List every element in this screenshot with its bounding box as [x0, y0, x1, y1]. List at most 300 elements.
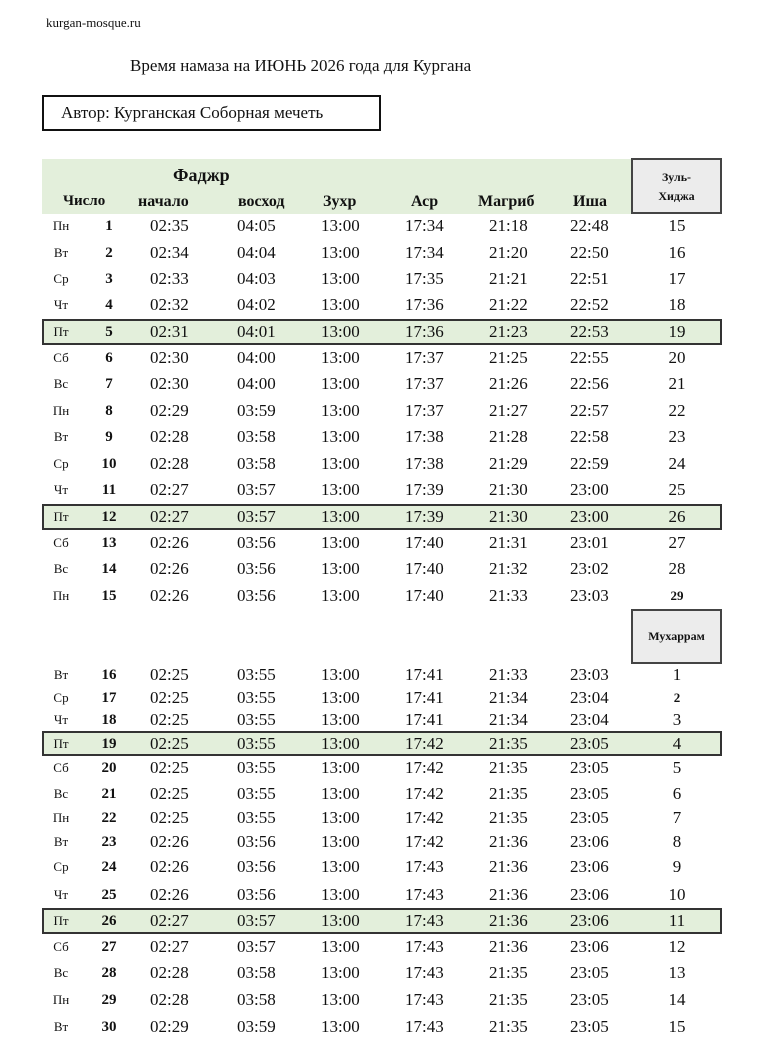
asr-cell: 17:42	[405, 784, 444, 803]
asr-cell: 17:39	[405, 507, 444, 526]
fajr-start-cell: 02:27	[150, 937, 189, 956]
day-number-cell: 12	[101, 509, 117, 525]
hijri-day-cell: 24	[668, 454, 686, 473]
maghrib-cell: 21:25	[489, 348, 528, 367]
day-number-cell: 5	[105, 324, 113, 340]
sunrise-cell: 03:55	[237, 688, 276, 707]
sunrise-cell: 03:56	[237, 559, 276, 578]
fajr-start-cell: 02:25	[150, 710, 189, 729]
sunrise-cell: 03:55	[237, 784, 276, 803]
maghrib-cell: 21:36	[489, 937, 528, 956]
isha-cell: 23:06	[570, 937, 609, 956]
asr-cell: 17:42	[405, 734, 444, 753]
fajr-start-cell: 02:28	[150, 427, 189, 446]
table-row	[0, 830, 770, 854]
dhuhr-cell: 13:00	[321, 427, 360, 446]
weekday-cell: Чт	[53, 712, 69, 727]
hijri-day-cell: 15	[668, 216, 686, 235]
asr-cell: 17:43	[405, 885, 444, 904]
day-number-cell: 17	[101, 690, 117, 706]
weekday-cell: Пт	[53, 509, 69, 524]
sunrise-cell: 03:57	[237, 937, 276, 956]
dhuhr-cell: 13:00	[321, 559, 360, 578]
fajr-start-header: начало	[138, 193, 189, 210]
hijri-day-cell: 9	[672, 857, 682, 876]
hijri-day-cell: 27	[668, 533, 686, 552]
hijri-day-cell: 23	[668, 427, 686, 446]
weekday-cell: Ср	[53, 456, 69, 471]
fajr-start-cell: 02:34	[150, 243, 189, 262]
day-number-cell: 21	[101, 786, 117, 802]
day-number-cell: 9	[105, 429, 113, 445]
weekday-cell: Пн	[52, 588, 70, 603]
weekday-cell: Вт	[53, 834, 69, 849]
weekday-cell: Ср	[53, 859, 69, 874]
fajr-start-cell: 02:28	[150, 990, 189, 1009]
maghrib-cell: 21:29	[489, 454, 528, 473]
table-row	[0, 883, 770, 907]
hijri-day-cell: 12	[668, 937, 686, 956]
asr-header: Аср	[411, 193, 439, 210]
table-row	[0, 708, 770, 732]
day-number-cell: 20	[101, 760, 117, 776]
dhuhr-cell: 13:00	[321, 348, 360, 367]
maghrib-cell: 21:36	[489, 832, 528, 851]
sunrise-cell: 03:56	[237, 832, 276, 851]
isha-cell: 22:58	[570, 427, 609, 446]
asr-cell: 17:37	[405, 401, 444, 420]
weekday-cell: Чт	[53, 887, 69, 902]
fajr-start-cell: 02:25	[150, 808, 189, 827]
sunrise-cell: 03:57	[237, 507, 276, 526]
day-number-cell: 14	[101, 561, 117, 577]
maghrib-cell: 21:26	[489, 374, 528, 393]
day-number-cell: 2	[105, 245, 113, 261]
asr-cell: 17:37	[405, 348, 444, 367]
dhuhr-header: Зухр	[323, 193, 357, 210]
day-number-cell: 15	[101, 588, 117, 604]
isha-cell: 23:04	[570, 688, 609, 707]
dhuhr-cell: 13:00	[321, 857, 360, 876]
isha-cell: 23:00	[570, 507, 609, 526]
hijri-day-cell: 17	[668, 269, 686, 288]
day-number-cell: 18	[101, 712, 117, 728]
table-row	[0, 478, 770, 502]
day-number-cell: 3	[105, 271, 113, 287]
day-number-cell: 7	[105, 376, 113, 392]
hijri-day-cell: 11	[668, 911, 686, 930]
isha-cell: 22:52	[570, 295, 609, 314]
hijri-day-cell: 20	[668, 348, 686, 367]
weekday-cell: Чт	[53, 297, 69, 312]
maghrib-cell: 21:35	[489, 808, 528, 827]
maghrib-cell: 21:30	[489, 507, 528, 526]
table-row	[0, 267, 770, 291]
asr-cell: 17:38	[405, 454, 444, 473]
sunrise-cell: 04:04	[237, 243, 276, 262]
fajr-start-cell: 02:29	[150, 401, 189, 420]
table-row	[0, 399, 770, 423]
isha-cell: 22:59	[570, 454, 609, 473]
asr-cell: 17:42	[405, 808, 444, 827]
isha-cell: 22:51	[570, 269, 609, 288]
dhuhr-cell: 13:00	[321, 322, 360, 341]
asr-cell: 17:43	[405, 911, 444, 930]
sunrise-cell: 03:56	[237, 533, 276, 552]
isha-cell: 22:56	[570, 374, 609, 393]
dhuhr-cell: 13:00	[321, 710, 360, 729]
dhuhr-cell: 13:00	[321, 808, 360, 827]
weekday-cell: Вс	[53, 376, 69, 391]
asr-cell: 17:43	[405, 990, 444, 1009]
day-number-cell: 8	[105, 403, 113, 419]
isha-cell: 23:05	[570, 784, 609, 803]
isha-cell: 23:06	[570, 832, 609, 851]
asr-cell: 17:41	[405, 688, 444, 707]
day-number-cell: 30	[101, 1019, 117, 1035]
fajr-start-cell: 02:27	[150, 507, 189, 526]
maghrib-cell: 21:20	[489, 243, 528, 262]
hijri-day-cell: 25	[668, 480, 686, 499]
fajr-start-cell: 02:28	[150, 963, 189, 982]
weekday-cell: Пт	[53, 324, 69, 339]
day-number-cell: 10	[101, 456, 117, 472]
table-row	[0, 346, 770, 370]
sunrise-cell: 04:02	[237, 295, 276, 314]
sunrise-cell: 03:59	[237, 1017, 276, 1036]
maghrib-cell: 21:35	[489, 784, 528, 803]
sunrise-cell: 03:56	[237, 857, 276, 876]
weekday-cell: Вт	[53, 1019, 69, 1034]
table-row	[0, 988, 770, 1012]
fajr-start-cell: 02:33	[150, 269, 189, 288]
table-row	[0, 935, 770, 959]
table-row	[0, 557, 770, 581]
maghrib-cell: 21:36	[489, 857, 528, 876]
weekday-cell: Пт	[53, 736, 69, 751]
table-row	[0, 909, 770, 933]
isha-cell: 23:06	[570, 911, 609, 930]
fajr-start-cell: 02:26	[150, 885, 189, 904]
hijri-day-cell: 15	[668, 1017, 686, 1036]
sunrise-cell: 03:58	[237, 963, 276, 982]
hijri-day-cell: 4	[672, 734, 682, 753]
dhuhr-cell: 13:00	[321, 990, 360, 1009]
maghrib-cell: 21:32	[489, 559, 528, 578]
sunrise-cell: 03:55	[237, 808, 276, 827]
table-row	[0, 531, 770, 555]
dhuhr-cell: 13:00	[321, 243, 360, 262]
hijri-day-cell: 29	[670, 588, 684, 603]
isha-cell: 22:57	[570, 401, 609, 420]
fajr-start-cell: 02:25	[150, 734, 189, 753]
day-number-cell: 6	[105, 350, 113, 366]
dhuhr-cell: 13:00	[321, 1017, 360, 1036]
sunrise-cell: 03:58	[237, 990, 276, 1009]
asr-cell: 17:42	[405, 832, 444, 851]
weekday-cell: Чт	[53, 482, 69, 497]
hijri-month-muharram-header: Мухаррам	[631, 609, 722, 664]
sunrise-cell: 03:57	[237, 911, 276, 930]
fajr-start-cell: 02:28	[150, 454, 189, 473]
hijri-day-cell: 26	[668, 507, 686, 526]
sunrise-cell: 03:55	[237, 758, 276, 777]
dhuhr-cell: 13:00	[321, 374, 360, 393]
weekday-cell: Вт	[53, 429, 69, 444]
dhuhr-cell: 13:00	[321, 885, 360, 904]
hijri-day-cell: 28	[668, 559, 686, 578]
hijri-day-cell: 7	[672, 808, 682, 827]
isha-cell: 22:53	[570, 322, 609, 341]
fajr-start-cell: 02:25	[150, 665, 189, 684]
isha-cell: 22:55	[570, 348, 609, 367]
maghrib-cell: 21:34	[489, 710, 528, 729]
hijri-day-cell: 3	[672, 710, 682, 729]
maghrib-cell: 21:34	[489, 688, 528, 707]
weekday-cell: Пн	[52, 992, 70, 1007]
table-row	[0, 320, 770, 344]
table-row	[0, 505, 770, 529]
day-number-cell: 19	[101, 736, 117, 752]
sunrise-cell: 03:56	[237, 885, 276, 904]
fajr-start-cell: 02:29	[150, 1017, 189, 1036]
weekday-cell: Ср	[53, 690, 69, 705]
asr-cell: 17:43	[405, 857, 444, 876]
weekday-cell: Пн	[52, 218, 70, 233]
maghrib-cell: 21:33	[489, 586, 528, 605]
asr-cell: 17:34	[405, 243, 444, 262]
asr-cell: 17:40	[405, 533, 444, 552]
table-row	[0, 293, 770, 317]
weekday-cell: Вс	[53, 786, 69, 801]
isha-cell: 23:05	[570, 758, 609, 777]
sunrise-cell: 03:57	[237, 480, 276, 499]
weekday-cell: Пн	[52, 403, 70, 418]
maghrib-cell: 21:22	[489, 295, 528, 314]
isha-cell: 23:00	[570, 480, 609, 499]
table-row	[0, 806, 770, 830]
asr-cell: 17:36	[405, 295, 444, 314]
weekday-cell: Сб	[53, 535, 69, 550]
day-number-cell: 22	[101, 810, 117, 826]
isha-cell: 23:06	[570, 885, 609, 904]
fajr-start-cell: 02:26	[150, 559, 189, 578]
fajr-start-cell: 02:25	[150, 784, 189, 803]
day-number-cell: 16	[101, 667, 117, 683]
fajr-start-cell: 02:26	[150, 586, 189, 605]
weekday-cell: Сб	[53, 760, 69, 775]
sunrise-cell: 03:55	[237, 665, 276, 684]
fajr-start-cell: 02:32	[150, 295, 189, 314]
asr-cell: 17:43	[405, 937, 444, 956]
fajr-start-cell: 02:30	[150, 348, 189, 367]
asr-cell: 17:42	[405, 758, 444, 777]
hijri-month-1-line2: Хиджа	[658, 189, 695, 203]
asr-cell: 17:40	[405, 559, 444, 578]
dhuhr-cell: 13:00	[321, 665, 360, 684]
day-number-cell: 4	[105, 297, 113, 313]
day-number-cell: 23	[101, 834, 117, 850]
table-row	[0, 782, 770, 806]
maghrib-cell: 21:27	[489, 401, 528, 420]
dhuhr-cell: 13:00	[321, 963, 360, 982]
fajr-start-cell: 02:31	[150, 322, 189, 341]
asr-cell: 17:38	[405, 427, 444, 446]
dhuhr-cell: 13:00	[321, 507, 360, 526]
dhuhr-cell: 13:00	[321, 401, 360, 420]
dhuhr-cell: 13:00	[321, 269, 360, 288]
maghrib-cell: 21:23	[489, 322, 528, 341]
fajr-start-cell: 02:25	[150, 758, 189, 777]
page-title: Время намаза на ИЮНЬ 2026 года для Кургана	[130, 56, 472, 75]
isha-header: Иша	[573, 193, 607, 210]
fajr-start-cell: 02:26	[150, 857, 189, 876]
maghrib-cell: 21:33	[489, 665, 528, 684]
maghrib-cell: 21:35	[489, 990, 528, 1009]
dhuhr-cell: 13:00	[321, 832, 360, 851]
dhuhr-cell: 13:00	[321, 480, 360, 499]
asr-cell: 17:34	[405, 216, 444, 235]
fajr-start-cell: 02:25	[150, 688, 189, 707]
fajr-start-cell: 02:35	[150, 216, 189, 235]
asr-cell: 17:40	[405, 586, 444, 605]
fajr-start-cell: 02:27	[150, 480, 189, 499]
dhuhr-cell: 13:00	[321, 734, 360, 753]
fajr-start-cell: 02:26	[150, 832, 189, 851]
table-row	[0, 686, 770, 710]
author-box: Автор: Курганская Соборная мечеть	[42, 95, 381, 131]
table-row	[0, 961, 770, 985]
asr-cell: 17:41	[405, 710, 444, 729]
weekday-cell: Сб	[53, 350, 69, 365]
maghrib-cell: 21:35	[489, 1017, 528, 1036]
day-number-cell: 26	[101, 913, 117, 929]
sunrise-cell: 04:01	[237, 322, 276, 341]
isha-cell: 23:06	[570, 857, 609, 876]
maghrib-cell: 21:31	[489, 533, 528, 552]
weekday-cell: Сб	[53, 939, 69, 954]
hijri-month-dhul-hijjah-header	[631, 158, 722, 214]
asr-cell: 17:36	[405, 322, 444, 341]
hijri-day-cell: 13	[668, 963, 686, 982]
hijri-day-cell: 22	[668, 401, 686, 420]
dhuhr-cell: 13:00	[321, 454, 360, 473]
weekday-cell: Пт	[53, 913, 69, 928]
dhuhr-cell: 13:00	[321, 216, 360, 235]
isha-cell: 23:01	[570, 533, 609, 552]
sunrise-cell: 04:03	[237, 269, 276, 288]
weekday-cell: Вс	[53, 965, 69, 980]
sunrise-header: восход	[238, 193, 285, 210]
maghrib-cell: 21:36	[489, 885, 528, 904]
isha-cell: 23:02	[570, 559, 609, 578]
site-url: kurgan-mosque.ru	[46, 15, 141, 30]
isha-cell: 23:03	[570, 665, 609, 684]
fajr-header: Фаджр	[173, 165, 230, 185]
hijri-day-cell: 19	[668, 322, 686, 341]
dhuhr-cell: 13:00	[321, 295, 360, 314]
maghrib-cell: 21:21	[489, 269, 528, 288]
asr-cell: 17:39	[405, 480, 444, 499]
day-number-cell: 24	[101, 859, 117, 875]
isha-cell: 23:05	[570, 1017, 609, 1036]
sunrise-cell: 03:55	[237, 710, 276, 729]
isha-cell: 22:48	[570, 216, 609, 235]
maghrib-cell: 21:36	[489, 911, 528, 930]
hijri-day-cell: 1	[672, 665, 682, 684]
table-row	[0, 584, 770, 608]
table-row	[0, 1015, 770, 1039]
table-row	[0, 452, 770, 476]
weekday-cell: Вс	[53, 561, 69, 576]
day-number-cell: 13	[101, 535, 117, 551]
isha-cell: 23:05	[570, 963, 609, 982]
isha-cell: 23:05	[570, 990, 609, 1009]
table-row	[0, 372, 770, 396]
dhuhr-cell: 13:00	[321, 586, 360, 605]
hijri-month-1-line1: Зуль-	[661, 170, 692, 184]
dhuhr-cell: 13:00	[321, 758, 360, 777]
day-number-cell: 27	[101, 939, 117, 955]
sunrise-cell: 04:00	[237, 374, 276, 393]
hijri-day-cell: 8	[672, 832, 682, 851]
isha-cell: 23:03	[570, 586, 609, 605]
table-row	[0, 732, 770, 756]
sunrise-cell: 04:00	[237, 348, 276, 367]
day-header: Число	[63, 193, 106, 209]
asr-cell: 17:35	[405, 269, 444, 288]
day-number-cell: 1	[105, 218, 113, 234]
hijri-day-cell: 2	[673, 690, 681, 705]
maghrib-cell: 21:35	[489, 734, 528, 753]
sunrise-cell: 03:58	[237, 427, 276, 446]
fajr-start-cell: 02:27	[150, 911, 189, 930]
dhuhr-cell: 13:00	[321, 937, 360, 956]
table-row	[0, 425, 770, 449]
hijri-day-cell: 18	[668, 295, 686, 314]
weekday-cell: Ср	[53, 271, 69, 286]
table-row	[0, 756, 770, 780]
maghrib-cell: 21:30	[489, 480, 528, 499]
dhuhr-cell: 13:00	[321, 533, 360, 552]
day-number-cell: 11	[101, 482, 117, 498]
isha-cell: 23:04	[570, 710, 609, 729]
table-row	[0, 241, 770, 265]
asr-cell: 17:43	[405, 963, 444, 982]
isha-cell: 23:05	[570, 808, 609, 827]
sunrise-cell: 04:05	[237, 216, 276, 235]
asr-cell: 17:41	[405, 665, 444, 684]
table-row	[0, 214, 770, 238]
fajr-start-cell: 02:26	[150, 533, 189, 552]
day-number-cell: 29	[101, 992, 117, 1008]
dhuhr-cell: 13:00	[321, 911, 360, 930]
weekday-cell: Вт	[53, 245, 69, 260]
dhuhr-cell: 13:00	[321, 688, 360, 707]
hijri-day-cell: 14	[668, 990, 686, 1009]
fajr-start-cell: 02:30	[150, 374, 189, 393]
day-number-cell: 25	[101, 887, 117, 903]
hijri-day-cell: 6	[672, 784, 682, 803]
isha-cell: 23:05	[570, 734, 609, 753]
weekday-cell: Пн	[52, 810, 70, 825]
maghrib-cell: 21:18	[489, 216, 528, 235]
weekday-cell: Вт	[53, 667, 69, 682]
maghrib-cell: 21:28	[489, 427, 528, 446]
asr-cell: 17:43	[405, 1017, 444, 1036]
dhuhr-cell: 13:00	[321, 784, 360, 803]
sunrise-cell: 03:56	[237, 586, 276, 605]
